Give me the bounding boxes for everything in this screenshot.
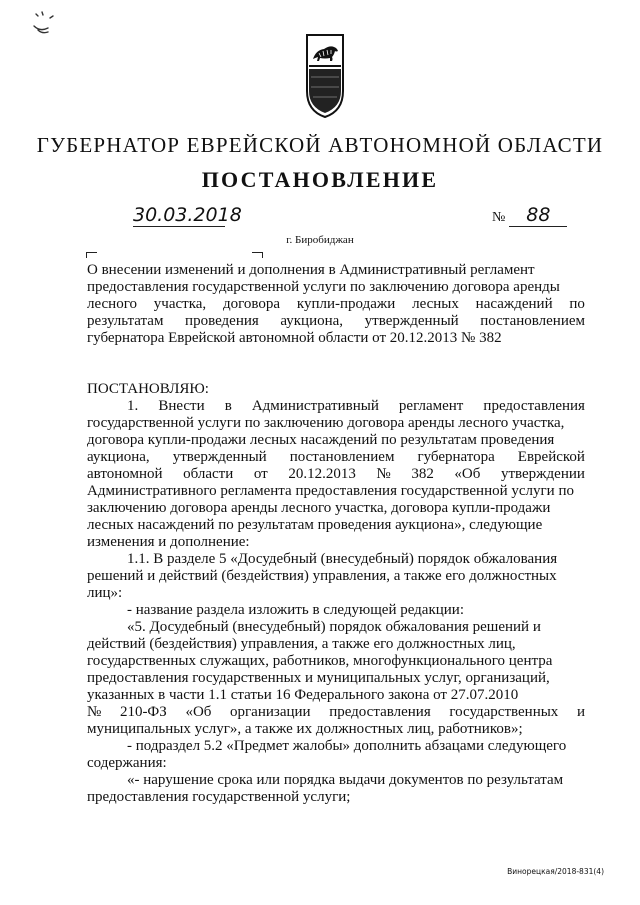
body-word: 210-ФЗ <box>119 704 167 720</box>
body-line <box>87 517 585 534</box>
body-word: организации <box>230 704 311 720</box>
body-line <box>87 670 585 687</box>
body-word: автономной <box>87 466 163 482</box>
body-line <box>87 602 585 619</box>
body-word: утвержденный <box>172 449 267 465</box>
body-line <box>87 755 585 772</box>
title-word: лесного <box>87 296 137 312</box>
title-line <box>87 330 585 347</box>
title-line <box>87 279 585 296</box>
body-word: «5. Досудебный (внесудебный) порядок обжалования решений и <box>127 619 541 635</box>
body-word: постановлением <box>289 449 395 465</box>
body-line <box>87 398 585 415</box>
body-word: предоставления государственных и муниципальных услуг, организаций, <box>87 670 550 686</box>
body-word: содержания: <box>87 755 167 771</box>
body-word: заключению договора аренды лесного участка, договора купли-продажи <box>87 500 551 516</box>
body-word: 1. <box>127 398 139 414</box>
body-word: 1.1. В разделе 5 «Досудебный (внесудебный) порядок обжалования <box>127 551 558 567</box>
body-line <box>87 772 585 789</box>
title-line <box>87 296 585 313</box>
title-word: О внесении изменений и дополнения в Административный регламент <box>87 262 535 278</box>
title-word: постановлением <box>480 313 585 329</box>
title-line <box>87 262 585 279</box>
title-word: проведения <box>185 313 259 329</box>
body-word: государственных служащих, работников, многофункционального центра <box>87 653 553 669</box>
body-word: Административный <box>251 398 379 414</box>
body-word: регламент <box>398 398 464 414</box>
title-word: по <box>569 296 585 312</box>
body-line <box>87 704 585 721</box>
body-word: действий (бездействия) управления, а также его должностных лиц, <box>87 636 516 652</box>
footer-reference: Винорецкая/2018-831(4) <box>507 867 604 876</box>
body-line <box>87 721 585 738</box>
body-word: Административного регламента предоставления государственной услуги по <box>87 483 574 499</box>
coat-of-arms-tiger-icon <box>303 33 347 119</box>
body-line <box>87 653 585 670</box>
title-bracket-left <box>86 252 97 258</box>
body-line <box>87 568 585 585</box>
body-word: - подраздел 5.2 «Предмет жалобы» дополнить абзацами следующего <box>127 738 567 754</box>
body-word: № <box>376 466 391 482</box>
body-word: ПОСТАНОВЛЯЮ: <box>87 381 209 397</box>
body-line <box>87 500 585 517</box>
body-line <box>87 466 585 483</box>
document-number <box>492 204 567 229</box>
document-type: ПОСТАНОВЛЕНИЕ <box>201 167 439 192</box>
body-line <box>87 449 585 466</box>
body-word: аукциона, <box>87 449 150 465</box>
body-line <box>87 619 585 636</box>
body-word: губернатора <box>417 449 495 465</box>
body-word: государственной услуги по заключению договора аренды лесного участка, <box>87 415 565 431</box>
body-word: от <box>253 466 268 482</box>
title-word: результатам <box>87 313 164 329</box>
body-word: Еврейской <box>517 449 585 465</box>
body-word: Внести <box>158 398 205 414</box>
body-word: предоставления <box>329 704 431 720</box>
body-line <box>87 636 585 653</box>
body-line <box>87 687 585 704</box>
body-word: договора купли-продажи лесных насаждений по результатам проведения <box>87 432 555 448</box>
title-word: договора <box>223 296 281 312</box>
document-date: 30.03.2018 <box>133 204 242 226</box>
title-word: лесных <box>412 296 459 312</box>
body-word: утверждении <box>500 466 585 482</box>
body-line <box>87 789 585 806</box>
body-word: муниципальных услуг», а также их должностных лиц, работников»; <box>87 721 523 737</box>
body-line <box>87 432 585 449</box>
number-label: № <box>492 210 506 225</box>
title-word: губернатора Еврейской автономной области от 20.12.2013 № 382 <box>87 330 502 346</box>
body-word: области <box>183 466 234 482</box>
body-word: решений и действий (бездействия) управления, а также его должностных <box>87 568 557 584</box>
body-line <box>87 738 585 755</box>
document-body <box>87 381 585 806</box>
body-line <box>87 483 585 500</box>
title-bracket-right <box>252 252 263 258</box>
body-word: № <box>87 704 102 720</box>
body-word: и <box>576 704 585 720</box>
city-label: г. Биробиджан <box>286 234 354 246</box>
body-line <box>87 381 585 398</box>
title-word: утвержденный <box>364 313 459 329</box>
body-word: 20.12.2013 <box>288 466 356 482</box>
body-line <box>87 415 585 432</box>
handwritten-mark-icon <box>28 8 68 40</box>
body-word: в <box>224 398 232 414</box>
body-word: «Об <box>454 466 481 482</box>
body-word: предоставления государственной услуги; <box>87 789 351 805</box>
title-word: аукциона, <box>280 313 344 329</box>
title-line <box>87 313 585 330</box>
title-word: купли-продажи <box>296 296 396 312</box>
title-word: предоставления государственной услуги по заключению договора аренды <box>87 279 560 295</box>
issuing-authority: ГУБЕРНАТОР ЕВРЕЙСКОЙ АВТОНОМНОЙ ОБЛАСТИ <box>36 133 604 157</box>
body-word: государственных <box>449 704 559 720</box>
body-word: - название раздела изложить в следующей редакции: <box>127 602 465 618</box>
body-line <box>87 534 585 551</box>
body-word: «Об <box>185 704 212 720</box>
body-word: «- нарушение срока или порядка выдачи документов по результатам <box>127 772 564 788</box>
body-word: лиц»: <box>87 585 123 601</box>
body-line <box>87 585 585 602</box>
title-word: насаждений <box>475 296 553 312</box>
body-word: лесных насаждений по результатам проведения аукциона», следующие <box>87 517 543 533</box>
body-word: указанных в части 1.1 статьи 16 Федерального закона от 27.07.2010 <box>87 687 519 703</box>
body-line <box>87 551 585 568</box>
body-word: предоставления <box>483 398 585 414</box>
title-word: участка, <box>153 296 207 312</box>
body-word: 382 <box>411 466 434 482</box>
number-value: 88 <box>509 204 567 227</box>
body-word: изменения и дополнение: <box>87 534 250 550</box>
document-title <box>87 262 585 347</box>
